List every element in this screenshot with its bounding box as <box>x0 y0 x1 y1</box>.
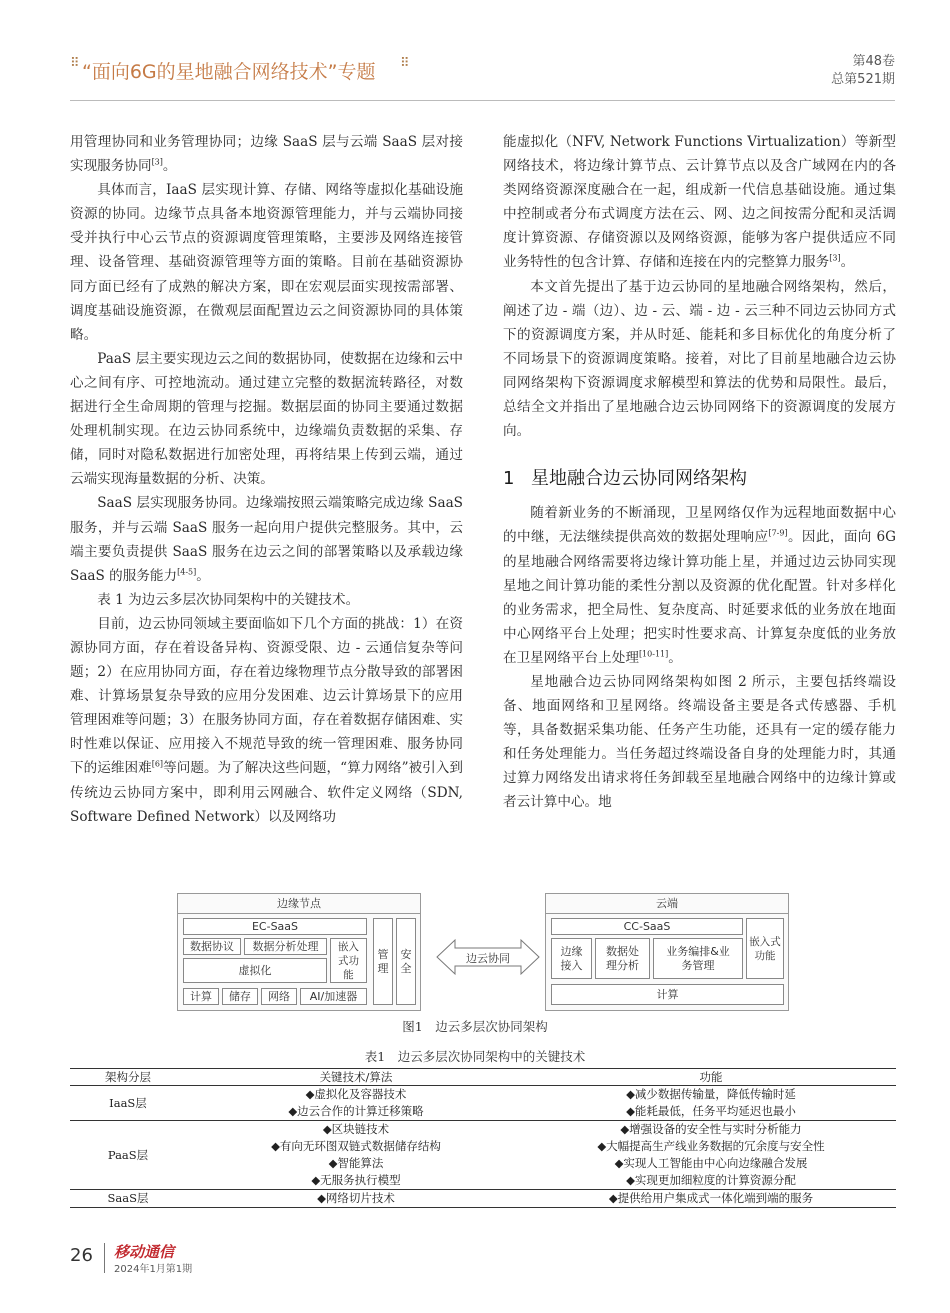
layer-cell: SaaS层 <box>70 1190 186 1208</box>
paragraph: 随着新业务的不断涌现，卫星网络仅作为远程地面数据中心的中继，无法继续提供高效的数据处理响应[7-9]。因此，面向 6G 的星地融合网络需要将边缘计算功能上星，并通过边云协同实现星地之间计算功能的柔性分割以及资源的优化配置。针对多样化的业务需求，把全局性、复杂度高、时延要求低的业务放在地面中心网络平台上处理；把实时性要求高、计算复杂度低的业务放在卫星网络平台上处理[10-11]。 <box>503 505 896 666</box>
paragraph: 表 1 为边云多层次协同架构中的关键技术。 <box>97 591 360 608</box>
management-box: 管理 <box>373 918 393 1005</box>
table-caption: 表1 边云多层次协同架构中的关键技术 <box>364 1049 586 1064</box>
paragraph: 星地融合边云协同网络架构如图 2 所示，主要包括终端设备、地面网络和卫星网络。终端设备主要是各式传感器、手机等，具备数据采集功能、任务产生功能，还具有一定的缓存能力和任务处理能力。当任务超过终端设备自身的处理能力时，其通过算力网络发出请求将任务卸载至星地融合网络中的边缘计算或者云计算中心。地 <box>503 673 896 811</box>
tech-cell: ◆边云合作的计算迁移策略 <box>186 1103 526 1121</box>
paragraph: 具体而言，IaaS 层实现计算、存储、网络等虚拟化基础设施资源的协同。边缘节点具备本地资源管理能力，并与云端协同接受并执行中心云节点的资源调度管理策略，主要涉及网络连接管理、设备管理、基础资源管理等方面的策略。目前在基础资源协同方面已经有了成熟的解决方案，即在宏观层面实现按需部署、调度基础设施资源，在微观层面配置边云之间资源协同的具体策略。 <box>70 182 463 343</box>
citation: [4-5] <box>177 567 197 577</box>
issue-info <box>831 53 895 89</box>
table-row <box>70 1172 896 1190</box>
cc-saas-box: CC-SaaS <box>551 918 743 935</box>
volume-label: 第48卷 <box>852 54 895 69</box>
function-cell: ◆大幅提高生产线业务数据的冗余度与安全性 <box>597 1139 825 1153</box>
total-issue-label: 总第521期 <box>831 72 895 87</box>
data-processing-box: 数据处理分析 <box>595 938 650 979</box>
tech-cell: ◆无服务执行模型 <box>186 1172 526 1190</box>
cloud-embedded-box: 嵌入式功能 <box>746 918 784 979</box>
embedded-function-box: 嵌入式功能 <box>330 938 367 983</box>
function-cell: ◆提供给用户集成式一体化端到端的服务 <box>526 1190 896 1208</box>
business-orchestration-box: 业务编排&业务管理 <box>653 938 743 979</box>
edge-access-box: 边缘接入 <box>551 938 592 979</box>
tech-cell: ◆虚拟化及容器技术 <box>305 1087 407 1101</box>
left-column <box>70 130 463 829</box>
page-header <box>0 0 950 100</box>
cloud-compute-box: 计算 <box>551 984 784 1005</box>
paragraph: SaaS 层实现服务协同。边缘端按照云端策略完成边缘 SaaS 服务，并与云端 SaaS 服务一起向用户提供完整服务。其中，云端主要负责提供 SaaS 服务在边云之间的部署策略以及承载边缘 SaaS 的服务能力[4-5]。 <box>70 495 463 584</box>
footer-divider <box>104 1243 105 1273</box>
journal-logo: 移动通信 <box>114 1243 175 1261</box>
column-header: 架构分层 <box>70 1069 186 1086</box>
function-cell: ◆实现更加细粒度的计算资源分配 <box>526 1172 896 1190</box>
table-row <box>70 1103 896 1121</box>
table-row <box>70 1121 896 1139</box>
key-technology-table <box>70 1068 896 1208</box>
figure-edge-cloud-architecture <box>177 893 897 1013</box>
storage-box: 储存 <box>222 988 258 1005</box>
column-header: 功能 <box>526 1069 896 1086</box>
compute-box: 计算 <box>183 988 219 1005</box>
page-number: 26 <box>70 1245 93 1266</box>
paragraph: 能虚拟化（NFV, Network Functions Virtualization）等新型网络技术，将边缘计算节点、云计算节点以及含广域网在内的各类网络资源深度融合在一起，组成新一代信息基础设施。通过集中控制或者分布式调度方法在云、网、边之间按需分配和灵活调度计算资源、存储资源以及网络资源，能够为客户提供适应不同业务特性的包含计算、存储和连接在内的完整算力服务[3]。 <box>503 134 896 271</box>
ec-saas-box: EC-SaaS <box>183 918 367 935</box>
layer-cell: IaaS层 <box>70 1086 186 1121</box>
column-header: 关键技术/算法 <box>186 1069 526 1086</box>
section-heading: 1 星地融合边云协同网络架构 <box>503 468 747 490</box>
header-dots-icon: ⠿ <box>400 56 409 71</box>
figure-caption: 图1 边云多层次协同架构 <box>402 1019 548 1034</box>
table-row <box>70 1086 896 1104</box>
function-cell: ◆能耗最低，任务平均延迟也最小 <box>526 1103 896 1121</box>
cloud-title: 云端 <box>546 894 788 914</box>
edge-node-title: 边缘节点 <box>178 894 420 914</box>
header-divider <box>70 100 895 101</box>
paragraph: 目前，边云协同领域主要面临如下几个方面的挑战：1）在资源协同方面，存在着设备异构、资源受限、边 - 云通信复杂等问题；2）在应用协同方面，存在着边缘物理节点分散导致的部署困难、计算场景复杂导致的应用分发困难、边云计算场景下的应用管理困难等问题；3）在服务协同方面，存在着数据存储困难、实时性难以保证、应用接入不规范导致的统一管理困难、服务协同下的运维困难[6]等问题。为了解决这些问题，“算力网络”被引入到传统边云协同方案中，即利用云网融合、软件定义网络（SDN, Software Defined Network）以及网络功 <box>70 615 463 825</box>
data-analysis-box: 数据分析处理 <box>244 938 327 955</box>
layer-cell: PaaS层 <box>70 1121 186 1190</box>
function-cell: ◆增强设备的安全性与实时分析能力 <box>620 1122 802 1136</box>
header-dots-icon: ⠿ <box>70 56 79 71</box>
security-box: 安全 <box>396 918 416 1005</box>
tech-cell: ◆智能算法 <box>328 1156 384 1170</box>
paragraph: 用管理协同和业务管理协同；边缘 SaaS 层与云端 SaaS 层对接实现服务协同[3]。 <box>70 134 463 175</box>
citation: [10-11] <box>638 649 669 659</box>
paragraph: PaaS 层主要实现边云之间的数据协同，使数据在边缘和云中心之间有序、可控地流动。通过建立完整的数据流转路径，对数据进行全生命周期的管理与挖掘。数据层面的协同主要通过数据处理机制实现。在边云协同系统中，边缘端负责数据的采集、存储，同时对隐私数据进行加密处理，再将结果上传到云端，通过云端实现海量数据的分析、决策。 <box>70 350 463 488</box>
citation: [6] <box>151 759 164 769</box>
network-box: 网络 <box>261 988 297 1005</box>
citation: [3] <box>829 253 841 263</box>
virtualization-box: 虚拟化 <box>183 958 327 983</box>
table-row <box>70 1190 896 1208</box>
table-row <box>70 1155 896 1172</box>
tech-cell: ◆区块链技术 <box>322 1122 390 1136</box>
right-column <box>503 130 896 815</box>
table-header-row <box>70 1069 896 1086</box>
data-protocol-box: 数据协议 <box>183 938 241 955</box>
special-topic-title: “面向6G的星地融合网络技术”专题 <box>82 61 376 83</box>
tech-cell: ◆网络切片技术 <box>186 1190 526 1208</box>
journal-issue: 2024年1月第1期 <box>114 1264 193 1275</box>
citation: [7-9] <box>768 528 788 538</box>
function-cell: ◆减少数据传输量，降低传输时延 <box>626 1087 796 1101</box>
tech-cell: ◆有向无环图双链式数据储存结构 <box>271 1139 441 1153</box>
ai-accelerator-box: AI/加速器 <box>300 988 367 1005</box>
table-row <box>70 1138 896 1155</box>
citation: [3] <box>151 157 163 167</box>
paragraph: 本文首先提出了基于边云协同的星地融合网络架构，然后，阐述了边 - 端（边）、边 - 云、端 - 边 - 云三种不同边云协同方式下的资源调度方案，并从时延、能耗和多目标优化的角度分析了不同场景下的资源调度策略。接着，对比了目前星地融合边云协同网络架构下资源调度求解模型和算法的优势和局限性。最后，总结全文并指出了星地融合边云协同网络下的资源调度的发展方向。 <box>503 278 896 440</box>
edge-cloud-collab-label: 边云协同 <box>466 952 510 965</box>
function-cell: ◆实现人工智能由中心向边缘融合发展 <box>614 1156 808 1170</box>
